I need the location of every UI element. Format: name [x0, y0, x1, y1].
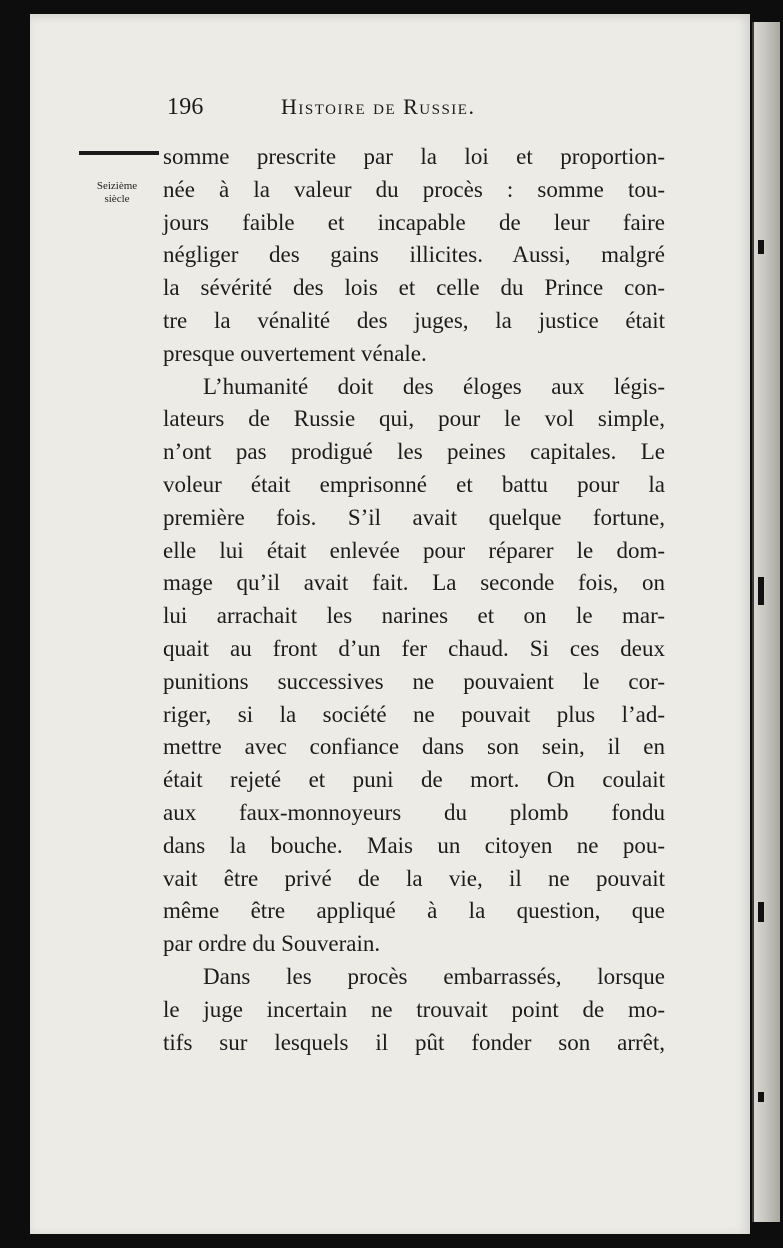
running-title: Histoire de Russie. [281, 94, 476, 119]
text-line: dans la bouche. Mais un citoyen ne pou- [163, 832, 665, 858]
text-line: lui arrachait les narines et on le mar- [163, 603, 665, 629]
text-line: née à la valeur du procès : somme tou- [163, 176, 665, 202]
page-edge [752, 22, 780, 1222]
text-line: L’humanité doit des éloges aux légis- [203, 373, 665, 399]
text-line: même être appliqué à la question, que [163, 898, 665, 924]
text-line: aux faux-monnoyeurs du plomb fondu [163, 799, 665, 825]
text-line: punitions successives ne pouvaient le cor- [163, 668, 665, 694]
page-number: 196 [167, 94, 204, 120]
margin-note-line: Seizième [96, 180, 138, 192]
text-line: elle lui était enlevée pour réparer le dom- [163, 537, 665, 563]
margin-note-line: siècle [104, 193, 130, 205]
text-line: mettre avec confiance dans son sein, il en [163, 734, 665, 760]
text-line: voleur était emprisonné et battu pour la [163, 471, 665, 497]
text-line: négliger des gains illicites. Aussi, malgré [163, 242, 665, 268]
edge-mark [758, 240, 764, 254]
text-line: presque ouvertement vénale. [163, 340, 427, 366]
text-line: tre la vénalité des juges, la justice était [163, 307, 665, 333]
text-line: quait au front d’un fer chaud. Si ces deux [163, 635, 665, 661]
edge-mark [758, 902, 764, 922]
paragraph-1 [163, 141, 665, 371]
text-line: le juge incertain ne trouvait point de mo- [163, 996, 665, 1022]
text-line: la sévérité des lois et celle du Prince con- [163, 275, 665, 301]
margin-note [82, 180, 152, 206]
text-line: était rejeté et puni de mort. On coulait [163, 767, 665, 793]
text-line: mage qu’il avait fait. La seconde fois, on [163, 570, 665, 596]
text-line: n’ont pas prodigué les peines capitales. Le [163, 439, 665, 465]
text-line: par ordre du Souverain. [163, 931, 381, 957]
text-line: lateurs de Russie qui, pour le vol simple, [163, 406, 665, 432]
text-line: jours faible et incapable de leur faire [163, 209, 665, 235]
paragraph-2 [163, 371, 665, 961]
text-line: somme prescrite par la loi et proportion- [163, 144, 665, 169]
body-text [163, 141, 665, 1059]
paragraph-3 [163, 961, 665, 1059]
text-line: vait être privé de la vie, il ne pouvait [163, 865, 665, 891]
text-line: Dans les procès embarrassés, lorsque [203, 963, 665, 989]
margin-rule [79, 151, 159, 155]
text-line: tifs sur lesquels il pût fonder son arrêt, [163, 1029, 665, 1055]
edge-mark [758, 577, 764, 605]
text-line: première fois. S’il avait quelque fortune, [163, 504, 665, 530]
edge-mark [758, 1092, 764, 1102]
text-line: riger, si la société ne pouvait plus l’ad- [163, 701, 665, 727]
